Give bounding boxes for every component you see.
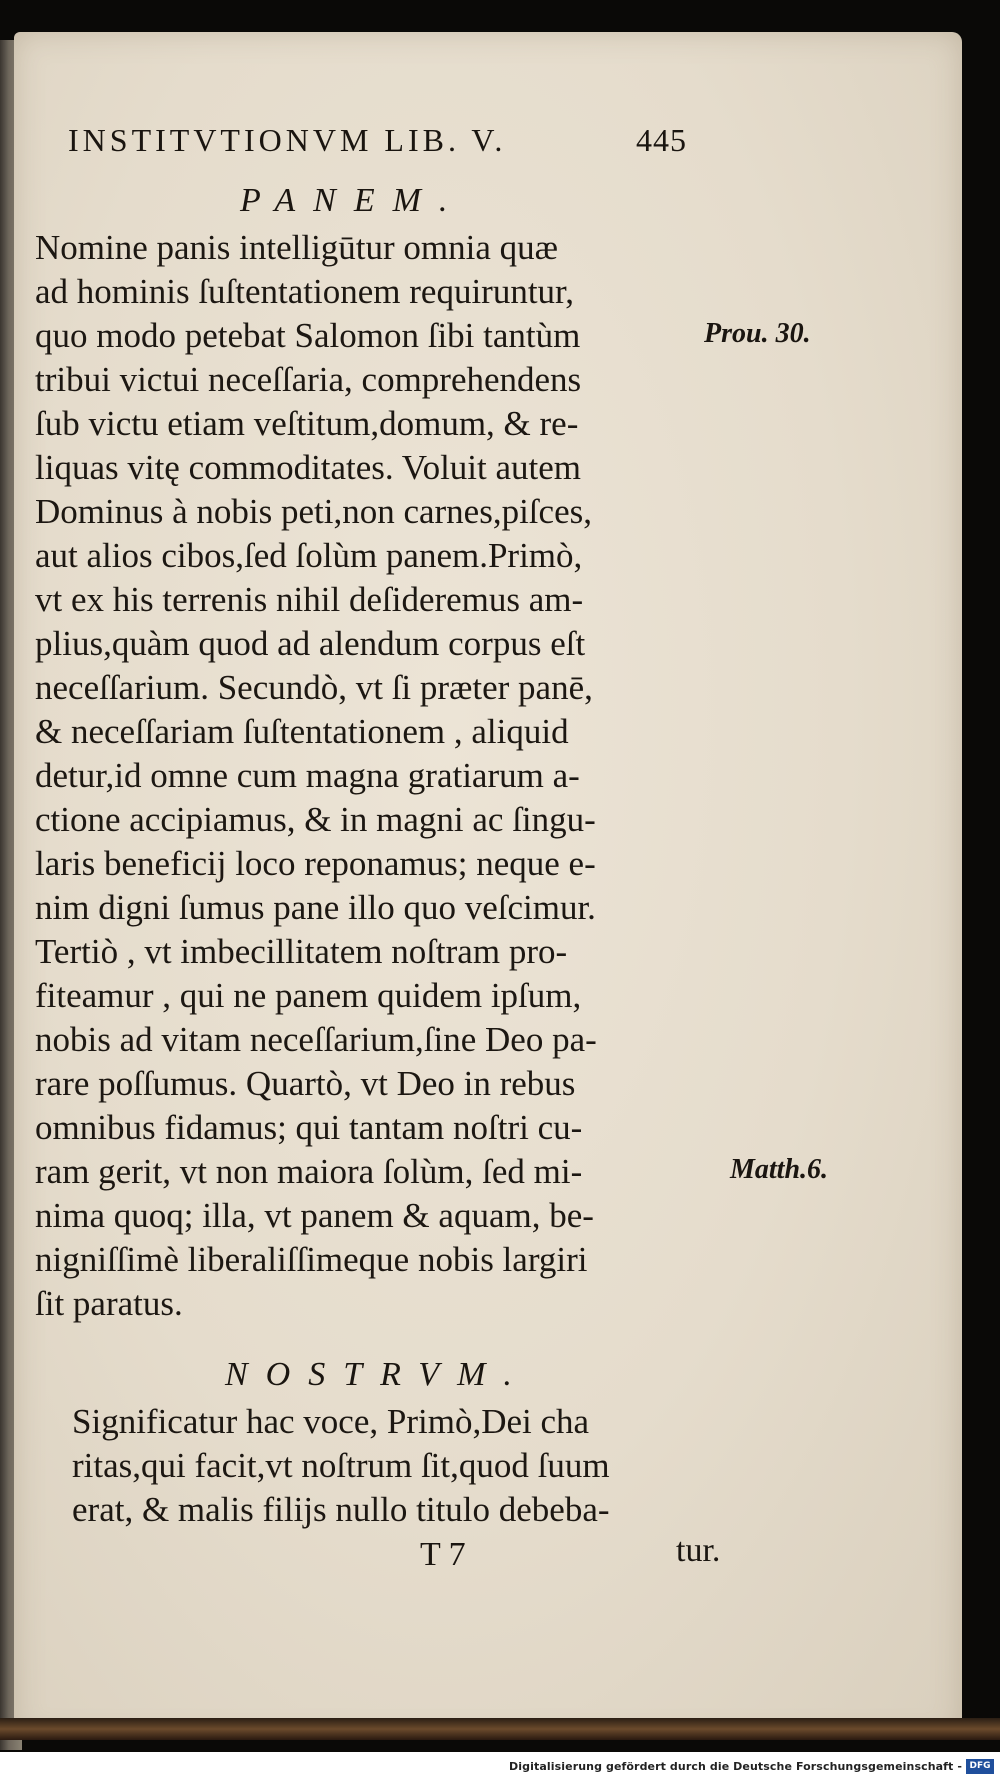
text-line: aut alios cibos,ſed ſolùm panem.Primò, <box>35 536 583 575</box>
section-heading-panem: PANEM. <box>240 182 466 219</box>
signature-mark: T 7 <box>420 1536 466 1573</box>
text-line: erat, & malis filijs nullo titulo debeba- <box>72 1490 610 1529</box>
text-line: rare poſſumus. Quartò, vt Deo in rebus <box>35 1064 576 1103</box>
digitization-credit: Digitalisierung gefördert durch die Deutsche Forschungsgemeinschaft - <box>509 1760 962 1773</box>
text-line: nobis ad vitam neceſſarium,ſine Deo pa- <box>35 1020 597 1059</box>
text-line: Significatur hac voce, Primò,Dei cha <box>72 1402 590 1441</box>
text-line: quo modo petebat Salomon ſibi tantùm <box>35 316 581 355</box>
text-line: nima quoq; illa, vt panem & aquam, be- <box>35 1196 594 1235</box>
running-head-title: INSTITVTIONVM LIB. V. <box>68 122 507 158</box>
dfg-logo: DFG <box>966 1759 994 1774</box>
marginal-note-prou: Prou. 30. <box>704 318 811 349</box>
page-bottom-edge <box>0 1718 1000 1740</box>
text-line: ram gerit, vt non maiora ſolùm, ſed mi- <box>35 1152 583 1191</box>
catchword: tur. <box>676 1532 721 1569</box>
text-line: Dominus à nobis peti,non carnes,piſces, <box>35 492 592 531</box>
text-line: nigniſſimè liberaliſſimeque nobis largiri <box>35 1240 588 1279</box>
section-heading-nostrum: NOSTRVM. <box>225 1356 530 1393</box>
text-line: ad hominis ſuſtentationem requiruntur, <box>35 272 575 311</box>
text-line: ſub victu etiam veſtitum,domum, & re- <box>35 404 579 443</box>
text-line: detur,id omne cum magna gratiarum a- <box>35 756 580 795</box>
text-line: ritas,qui facit,vt noſtrum ſit,quod ſuum <box>72 1446 610 1485</box>
page-number: 445 <box>636 122 687 158</box>
text-line: nim digni ſumus pane illo quo veſcimur. <box>35 888 596 927</box>
text-line: vt ex his terrenis nihil deſideremus am- <box>35 580 584 619</box>
running-head <box>68 122 708 159</box>
text-line: & neceſſariam ſuſtentationem , aliquid <box>35 712 569 751</box>
text-line: omnibus fidamus; qui tantam noſtri cu- <box>35 1108 583 1147</box>
text-line: liquas vitę commoditates. Voluit autem <box>35 448 582 487</box>
text-line: tribui victui neceſſaria, comprehendens <box>35 360 582 399</box>
text-line: Tertiò , vt imbecillitatem noſtram pro- <box>35 932 568 971</box>
marginal-note-matth: Matth.6. <box>730 1154 829 1185</box>
text-line: ſit paratus. <box>35 1284 183 1323</box>
text-line: laris beneficij loco reponamus; neque e- <box>35 844 596 883</box>
text-line: fiteamur , qui ne panem quidem ipſum, <box>35 976 582 1015</box>
text-line: Nomine panis intelligūtur omnia quæ <box>35 228 559 267</box>
text-line: plius,quàm quod ad alendum corpus eſt <box>35 624 586 663</box>
text-line: ctione accipiamus, & in magni ac ſingu- <box>35 800 596 839</box>
text-line: neceſſarium. Secundò, vt ſi præter panē, <box>35 668 593 707</box>
